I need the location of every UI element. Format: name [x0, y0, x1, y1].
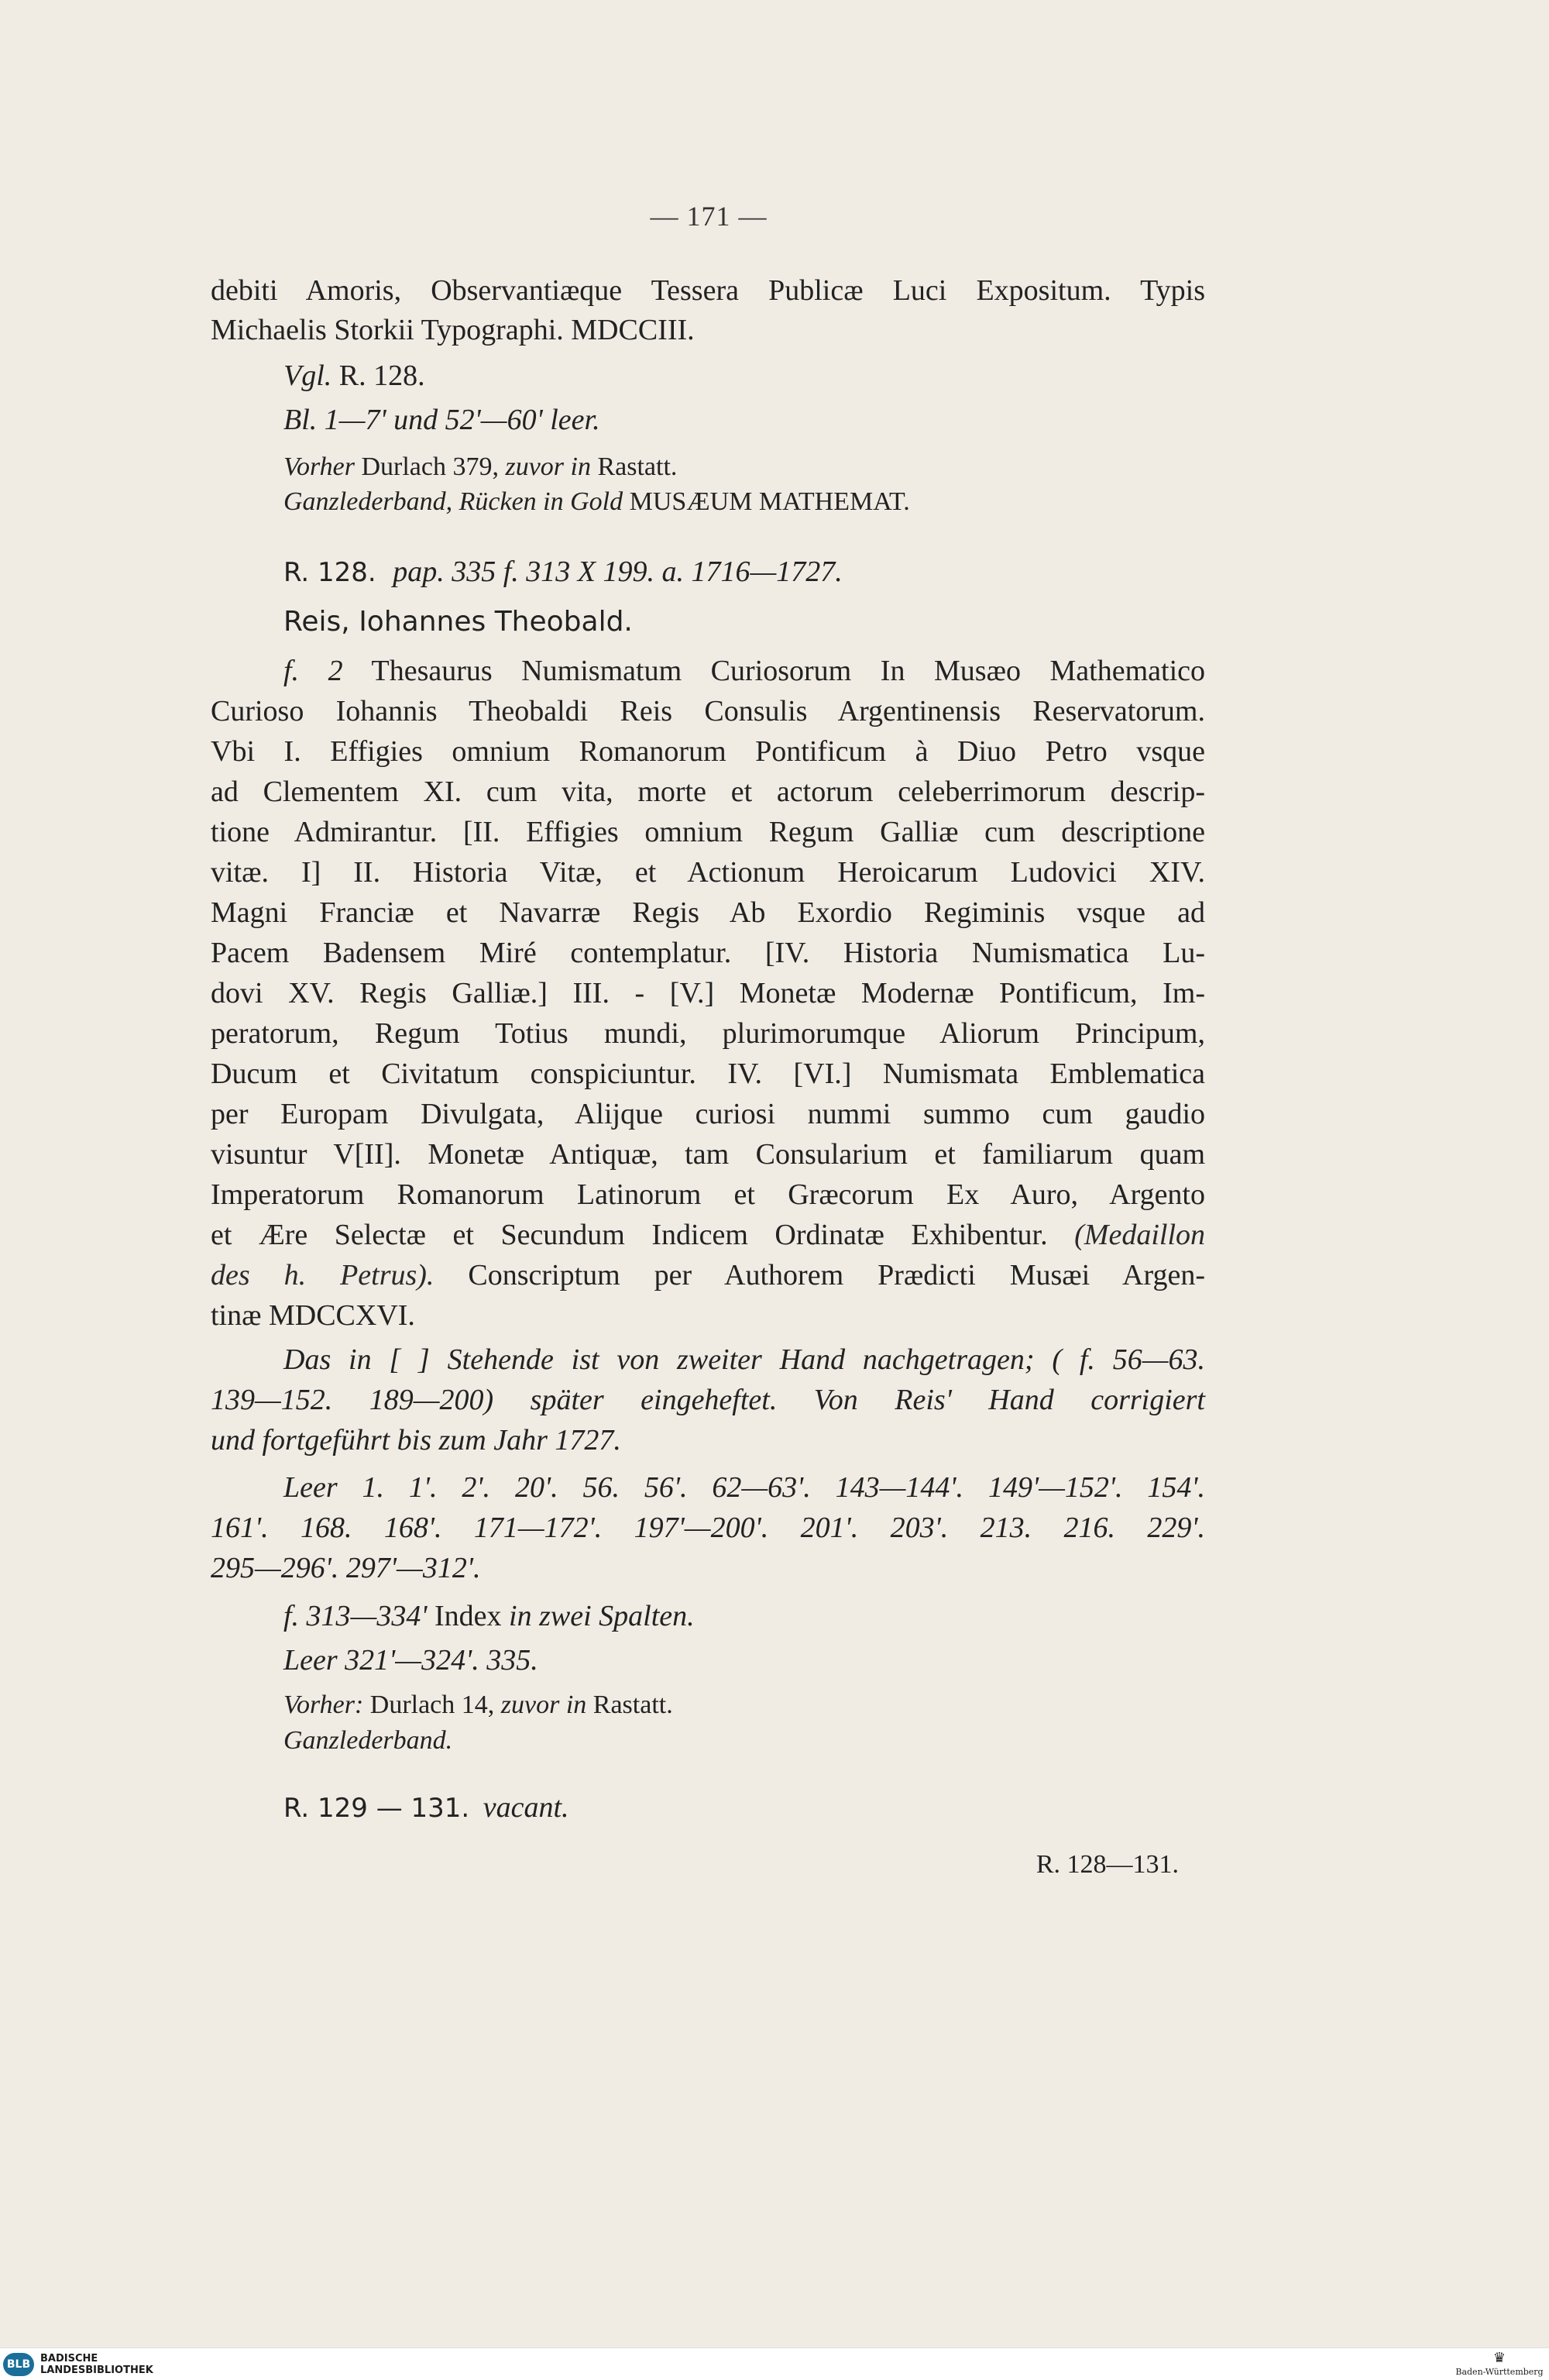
- blb-name: BADISCHE LANDESBIBLIOTHEK: [40, 2353, 153, 2376]
- baden-wuerttemberg-logo: ♛ Baden-Württemberg: [1453, 2350, 1546, 2379]
- entry-signature: R. 128.: [283, 557, 376, 588]
- text-line: und fortgeführt bis zum Jahr 1727.: [211, 1424, 621, 1457]
- index-note: f. 313—334' Index in zwei Spalten.: [283, 1600, 695, 1632]
- text-line: 139—152. 189—200) später eingeheftet. Von Reis' Hand corrigiert: [211, 1384, 1205, 1416]
- provenance-note: Vorher: Durlach 14, zuvor in Rastatt.: [283, 1690, 673, 1719]
- entry-status: vacant.: [483, 1791, 569, 1824]
- text-line: f. 2 Thesaurus Numismatum Curiosorum In Musæo Mathematico: [283, 655, 1205, 687]
- text-line: et Ære Selectæ et Secundum Indicem Ordinatæ Exhibentur. (Medaillon: [211, 1219, 1205, 1251]
- binding-note: Ganzlederband, Rücken in Gold MUSÆUM MATHEMAT.: [283, 487, 910, 516]
- text-line: Leer 1. 1'. 2'. 20'. 56. 56'. 62—63'. 143—144'. 149'—152'. 154'.: [283, 1471, 1205, 1504]
- text-line: debiti Amoris, Observantiæque Tessera Publicæ Luci Expositum. Typis: [211, 274, 1205, 307]
- entry-header-vacant: [211, 1790, 1278, 1826]
- binding-note: Ganzlederband.: [283, 1726, 453, 1755]
- entry-signature: R. 129 — 131.: [283, 1793, 470, 1824]
- coat-of-arms-icon: ♛: [1492, 2350, 1506, 2366]
- entry-author: Reis, Iohannes Theobald.: [283, 606, 633, 638]
- text-line: tinæ MDCCXVI.: [211, 1299, 415, 1332]
- entry-description: pap. 335 f. 313 X 199. a. 1716—1727.: [393, 555, 843, 588]
- text-line: 295—296'. 297'—312'.: [211, 1552, 481, 1584]
- text-line: 161'. 168. 168'. 171—172'. 197'—200'. 201'. 203'. 213. 216. 229'.: [211, 1512, 1205, 1544]
- text-line: visuntur V[II]. Monetæ Antiquæ, tam Consularium et familiarum quam: [211, 1138, 1205, 1171]
- text-line: tione Admirantur. [II. Effigies omnium Regum Galliæ cum descriptione: [211, 816, 1205, 848]
- text-line: dovi XV. Regis Galliæ.] III. - [V.] Monetæ Modernæ Pontificum, Im-: [211, 977, 1205, 1009]
- library-footer-bar: [0, 2347, 1549, 2380]
- text-line: Vbi I. Effigies omnium Romanorum Pontificum à Diuo Petro vsque: [211, 735, 1205, 768]
- provenance-note: Vorher Durlach 379, zuvor in Rastatt.: [283, 452, 678, 481]
- empty-leaves-note-2: Leer 321'—324'. 335.: [283, 1644, 538, 1677]
- handwritten-annotation: (Medaillon: [1047, 1219, 1205, 1251]
- empty-leaves-note: Bl. 1—7' und 52'—60' leer.: [283, 404, 600, 436]
- text-line: Curioso Iohannis Theobaldi Reis Consulis Argentinensis Reservatorum.: [211, 695, 1205, 727]
- text-line: Imperatorum Romanorum Latinorum et Græcorum Ex Auro, Argento: [211, 1178, 1205, 1211]
- text-line: vitæ. I] II. Historia Vitæ, et Actionum Heroicarum Ludovici XIV.: [211, 856, 1205, 889]
- text-line: Magni Franciæ et Navarræ Regis Ab Exordio Regiminis vsque ad: [211, 896, 1205, 929]
- text-line: des h. Petrus). Conscriptum per Authorem Prædicti Musæi Argen-: [211, 1259, 1205, 1291]
- text-line: peratorum, Regum Totius mundi, plurimorumque Aliorum Principum,: [211, 1017, 1205, 1050]
- text-line: ad Clementem XI. cum vita, morte et actorum celeberrimorum descrip-: [211, 776, 1205, 808]
- handwritten-annotation: des h. Petrus).: [211, 1259, 434, 1291]
- page-number: — 171 —: [650, 201, 768, 232]
- blb-logo: BLB: [3, 2353, 34, 2376]
- text-line: per Europam Divulgata, Alijque curiosi nummi summo cum gaudio: [211, 1098, 1205, 1130]
- text-line: Das in [ ] Stehende ist von zweiter Hand nachgetragen; ( f. 56—63.: [283, 1343, 1205, 1376]
- text-line: Ducum et Civitatum conspiciuntur. IV. [VI.] Numismata Emblematica: [211, 1058, 1205, 1090]
- text-line: Pacem Badensem Miré contemplatur. [IV. Historia Numismatica Lu-: [211, 937, 1205, 969]
- entry-header: [211, 554, 1278, 590]
- text-line: Michaelis Storkii Typographi. MDCCIII.: [211, 314, 695, 346]
- cross-reference: Vgl. R. 128.: [283, 359, 425, 392]
- running-footer: R. 128—131.: [1036, 1850, 1179, 1879]
